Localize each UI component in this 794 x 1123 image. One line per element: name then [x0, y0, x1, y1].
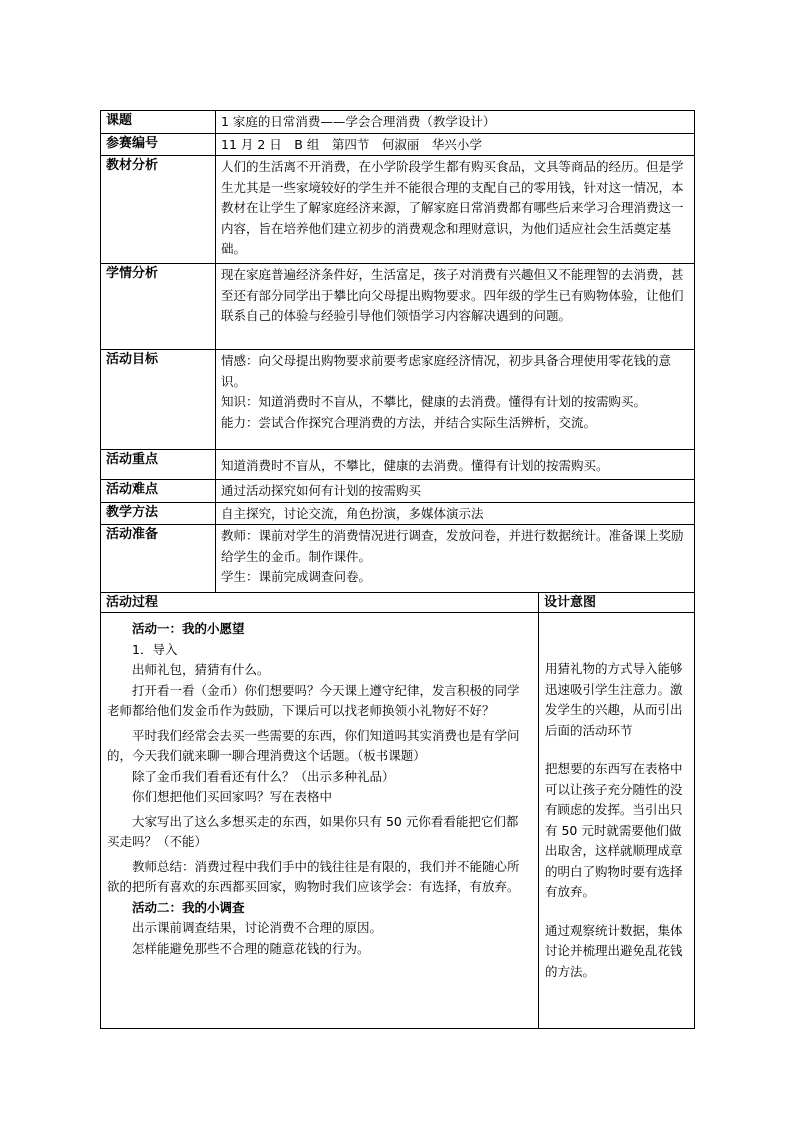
focus-value: 知道消费时不盲从，不攀比，健康的去消费。懂得有计划的按需购买。 — [216, 450, 695, 480]
row-focus — [101, 450, 695, 480]
prep-value — [216, 525, 695, 593]
process-content — [101, 613, 539, 1029]
activity-two-heading: 活动二：我的小调查 — [132, 899, 245, 915]
row-topic — [101, 111, 695, 134]
method-label: 教学方法 — [101, 502, 216, 525]
row-method — [101, 502, 695, 525]
process-paragraph: 大家写出了这么多想买走的东西，如果你只有 50 元你看看能把它们都买走吗？（不能） — [107, 813, 519, 849]
row-entry-no — [101, 133, 695, 156]
difficulty-value: 通过活动探究如何有计划的按需购买 — [216, 480, 695, 503]
process-label: 活动过程 — [101, 593, 539, 613]
students-value: 现在家庭普遍经济条件好，生活富足，孩子对消费有兴趣但又不能理智的去消费，甚至还有部分同学出于攀比向父母提出购物要求。四年级的学生已有购物体验，让他们联系自己的体验与经验引导他们领悟学习内容解决遇到的问题。 — [216, 264, 695, 350]
process-paragraph: 出师礼包，猜猜有什么。 — [132, 662, 270, 677]
prep-student: 学生：课前完成调查问卷。 — [221, 569, 372, 584]
activity-one-heading: 活动一：我的小愿望 — [132, 621, 245, 636]
row-difficulty — [101, 480, 695, 503]
intent-note-3: 通过观察统计数据，集体讨论并梳理出避免乱花钱的方法。 — [545, 922, 683, 979]
row-material — [101, 156, 695, 264]
process-paragraph: 平时我们经常会去买一些需要的东西，你们知道吗其实消费也是有学问的，今天我们就来聊一聊合理消费这个话题。（板书课题） — [107, 727, 520, 763]
process-paragraph: 教师总结：消费过程中我们手中的钱往往是有限的，我们并不能随心所欲的把所有喜欢的东西都买回家，购物时我们应该学会：有选择，有放弃。 — [107, 858, 520, 894]
row-goals — [101, 350, 695, 450]
process-paragraph: 怎样能避免那些不合理的随意花钱的行为。 — [132, 940, 370, 956]
difficulty-label: 活动难点 — [101, 480, 216, 503]
lesson-plan-table — [100, 110, 695, 1029]
goals-value — [216, 350, 695, 450]
row-prep — [101, 525, 695, 593]
process-paragraph: 1．导入 — [132, 641, 178, 657]
method-value: 自主探究，讨论交流，角色扮演，多媒体演示法 — [216, 502, 695, 525]
row-process-body — [101, 613, 695, 1029]
intent-label: 设计意图 — [539, 593, 695, 613]
entry-no-value: 11 月 2 日 B 组 第四节 何淑丽 华兴小学 — [216, 133, 695, 156]
process-paragraph: 除了金币我们看看还有什么？（出示多种礼品） — [132, 768, 395, 784]
goals-label: 活动目标 — [101, 350, 216, 450]
topic-label: 课题 — [101, 111, 216, 134]
prep-label: 活动准备 — [101, 525, 216, 593]
intent-note-1: 用猜礼物的方式导入能够迅速吸引学生注意力。激发学生的兴趣，从而引出后面的活动环节 — [545, 661, 683, 738]
process-paragraph: 你们想把他们买回家吗？写在表格中 — [132, 789, 333, 804]
intent-note-2: 把想要的东西写在表格中可以让孩子充分随性的没有顾虑的发挥。当引出只有 50 元时就需要他们做出取舍，这样就顺理成章的明白了购物时要有选择有放弃。 — [545, 761, 683, 899]
process-paragraph: 出示课前调查结果，讨论消费不合理的原因。 — [132, 920, 383, 935]
material-label: 教材分析 — [101, 156, 216, 264]
prep-teacher: 教师：课前对学生的消费情况进行调查，发放问卷，并进行数据统计。准备课上奖励给学生的金币。制作课件。 — [221, 528, 684, 564]
entry-no-label: 参赛编号 — [101, 133, 216, 156]
students-label: 学情分析 — [101, 264, 216, 350]
row-students — [101, 264, 695, 350]
goal-ability: 能力：尝试合作探究合理消费的方法，并结合实际生活辨析，交流。 — [221, 414, 597, 430]
focus-label: 活动重点 — [101, 450, 216, 480]
process-paragraph: 打开看一看（金币）你们想要吗？今天课上遵守纪律，发言积极的同学老师都给他们发金币作为鼓励，下课后可以找老师换领小礼物好不好？ — [107, 682, 520, 718]
row-process-header — [101, 593, 695, 613]
intent-content — [539, 613, 695, 1029]
goal-knowledge: 知识：知道消费时不盲从，不攀比，健康的去消费。懂得有计划的按需购买。 — [221, 394, 647, 409]
material-value: 人们的生活离不开消费，在小学阶段学生都有购买食品，文具等商品的经历。但是学生尤其是一些家境较好的学生并不能很合理的支配自己的零用钱，针对这一情况，本教材在让学生了解家庭经济来源，了解家庭日常消费都有哪些后来学习合理消费这一内容，旨在培养他们建立初步的消费观念和理财意识，为他们适应社会生活奠定基础。 — [216, 156, 695, 264]
goal-emotion: 情感：向父母提出购物要求前要考虑家庭经济情况，初步具备合理使用零花钱的意识。 — [221, 353, 672, 389]
topic-value: 1 家庭的日常消费——学会合理消费（教学设计） — [216, 111, 695, 134]
